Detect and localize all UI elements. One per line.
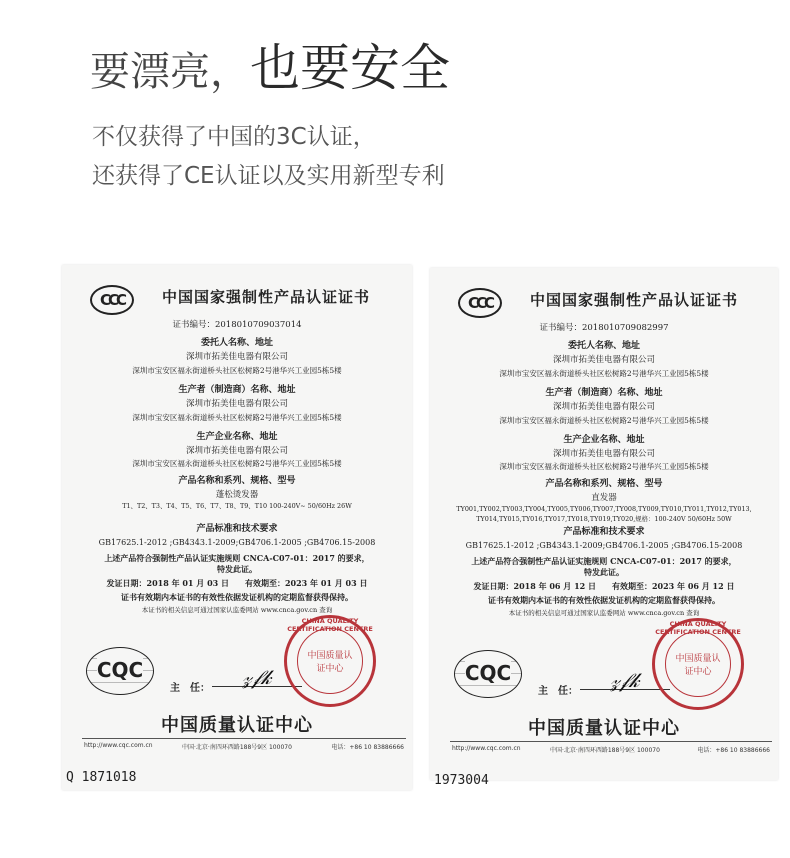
applicant-address: 深圳市宝安区福永街道桥头社区松树路2号港华兴工业园5栋5楼 bbox=[499, 369, 709, 378]
factory-name: 深圳市拓美佳电器有限公司 bbox=[185, 446, 288, 456]
factory-label: 生产企业名称、地址 bbox=[563, 435, 645, 445]
product-models-line2: TY014,TY015,TY016,TY017,TY018,TY019,TY020,规格：100-240V 50/60Hz 50W bbox=[476, 515, 732, 523]
factory-address: 深圳市宝安区福永街道桥头社区松树路2号港华兴工业园5栋5楼 bbox=[499, 462, 709, 471]
stamp-text-cn: 中国质量认证中心 bbox=[297, 628, 363, 694]
footer-address: 中国·北京·南四环西路188号9区 100070 bbox=[550, 747, 660, 754]
standards: GB17625.1-2012 ;GB4343.1-2009;GB4706.1-2005 ;GB4706.15-2008 bbox=[98, 538, 376, 547]
cqc-logo-text: CQC bbox=[96, 658, 144, 682]
ccc-certificate-1 bbox=[62, 265, 412, 790]
product-name: 直发器 bbox=[591, 493, 617, 503]
applicant-address: 深圳市宝安区福永街道桥头社区松树路2号港华兴工业园5栋5楼 bbox=[132, 366, 342, 375]
validity-note: 证书有效期内本证书的有效性依据发证机构的定期监督获得保持。 bbox=[121, 592, 353, 602]
certification-stamp bbox=[284, 615, 376, 707]
footer-url: http://www.cqc.com.cn bbox=[452, 745, 521, 752]
director-label: 主 任： bbox=[538, 686, 578, 697]
lookup-note: 本证书的相关信息可通过国家认监委网站 www.cnca.gov.cn 查询 bbox=[141, 606, 333, 614]
certification-stamp bbox=[652, 618, 744, 710]
issuer-name: 中国质量认证中心 bbox=[528, 718, 680, 739]
product-label: 产品名称和系列、规格、型号 bbox=[545, 479, 663, 489]
issue-validity-dates: 发证日期：2018 年 01 月 03 日 有效期至：2023 年 01 月 03 日 bbox=[106, 578, 368, 588]
certificate-number: 证书编号：2018010709037014 bbox=[172, 320, 302, 330]
conformity-line1: 上述产品符合强制性产品认证实施规则 CNCA-C07-01：2017 的要求， bbox=[104, 553, 370, 563]
factory-label: 生产企业名称、地址 bbox=[196, 432, 278, 442]
cqc-logo bbox=[454, 650, 522, 698]
footer-address: 中国·北京·南四环西路188号9区 100070 bbox=[182, 744, 292, 751]
factory-address: 深圳市宝安区福永街道桥头社区松树路2号港华兴工业园5栋5楼 bbox=[132, 459, 342, 468]
headline-part1: 要漂亮， bbox=[90, 49, 250, 95]
stamp-text-en: CHINA QUALITY CERTIFICATION CENTRE bbox=[287, 617, 373, 633]
headline-part2: 也要安全 bbox=[250, 39, 450, 97]
certificate-title: 中国国家强制性产品认证证书 bbox=[530, 291, 739, 309]
certificate-number: 证书编号：2018010709082997 bbox=[539, 323, 669, 333]
manufacturer-label: 生产者（制造商）名称、地址 bbox=[545, 388, 663, 398]
manufacturer-label: 生产者（制造商）名称、地址 bbox=[178, 385, 296, 395]
factory-name: 深圳市拓美佳电器有限公司 bbox=[552, 449, 655, 459]
ccc-logo bbox=[90, 285, 134, 315]
certificate-serial: 1973004 bbox=[434, 773, 489, 788]
footer-divider bbox=[82, 738, 406, 739]
issuer-name: 中国质量认证中心 bbox=[161, 715, 313, 736]
applicant-label: 委托人名称、地址 bbox=[567, 341, 640, 351]
certificate-serial: Q 1871018 bbox=[66, 770, 137, 785]
applicant-label: 委托人名称、地址 bbox=[200, 338, 273, 348]
manufacturer-name: 深圳市拓美佳电器有限公司 bbox=[185, 399, 288, 409]
subtitle-line1: 不仅获得了中国的3C认证， bbox=[92, 124, 376, 150]
footer-phone: 电话：+86 10 83886666 bbox=[331, 744, 404, 751]
conformity-line2: 特发此证。 bbox=[584, 567, 624, 577]
manufacturer-address: 深圳市宝安区福永街道桥头社区松树路2号港华兴工业园5栋5楼 bbox=[499, 416, 709, 425]
product-label: 产品名称和系列、规格、型号 bbox=[178, 476, 296, 486]
certificate-title: 中国国家强制性产品认证证书 bbox=[162, 288, 371, 306]
manufacturer-address: 深圳市宝安区福永街道桥头社区松树路2号港华兴工业园5栋5楼 bbox=[132, 413, 342, 422]
ccc-logo-text: CCC bbox=[99, 291, 125, 309]
cqc-logo-text: CQC bbox=[464, 661, 512, 685]
standards-label: 产品标准和技术要求 bbox=[563, 527, 645, 537]
conformity-line1: 上述产品符合强制性产品认证实施规则 CNCA-C07-01：2017 的要求， bbox=[471, 556, 737, 566]
footer-divider bbox=[450, 741, 772, 742]
stamp-text-cn: 中国质量认证中心 bbox=[665, 631, 731, 697]
ccc-certificate-2 bbox=[430, 268, 778, 788]
director-signature: 𝓏𝒻𝓀 bbox=[580, 668, 670, 690]
standards-label: 产品标准和技术要求 bbox=[196, 524, 278, 534]
standards: GB17625.1-2012 ;GB4343.1-2009;GB4706.1-2005 ;GB4706.15-2008 bbox=[465, 541, 743, 550]
ccc-logo bbox=[458, 288, 502, 318]
subtitle-line2: 还获得了CE认证以及实用新型专利 bbox=[92, 163, 445, 189]
product-name: 蓬松烫发器 bbox=[215, 490, 259, 500]
lookup-note: 本证书的相关信息可通过国家认监委网站 www.cnca.gov.cn 查询 bbox=[508, 609, 700, 617]
manufacturer-name: 深圳市拓美佳电器有限公司 bbox=[552, 402, 655, 412]
stamp-text-en: CHINA QUALITY CERTIFICATION CENTRE bbox=[655, 620, 741, 636]
product-models-line1: TY001,TY002,TY003,TY004,TY005,TY006,TY007,TY008,TY009,TY010,TY011,TY012,TY013, bbox=[456, 505, 752, 513]
headline bbox=[90, 28, 450, 100]
applicant-name: 深圳市拓美佳电器有限公司 bbox=[552, 355, 655, 365]
director-label: 主 任： bbox=[170, 683, 210, 694]
ccc-logo-text: CCC bbox=[467, 294, 493, 312]
cqc-logo bbox=[86, 647, 154, 695]
footer-phone: 电话：+86 10 83886666 bbox=[697, 747, 770, 754]
applicant-name: 深圳市拓美佳电器有限公司 bbox=[185, 352, 288, 362]
issue-validity-dates: 发证日期：2018 年 06 月 12 日 有效期至：2023 年 06 月 12 日 bbox=[473, 581, 735, 591]
conformity-line2: 特发此证。 bbox=[217, 564, 257, 574]
validity-note: 证书有效期内本证书的有效性依据发证机构的定期监督获得保持。 bbox=[488, 595, 720, 605]
product-models-line1: T1、T2、T3、T4、T5、T6、T7、T8、T9、T10 100-240V~ 50/60Hz 26W bbox=[122, 502, 352, 510]
footer-url: http://www.cqc.com.cn bbox=[84, 742, 153, 749]
director-signature: 𝓏𝒻𝓀 bbox=[212, 665, 302, 687]
